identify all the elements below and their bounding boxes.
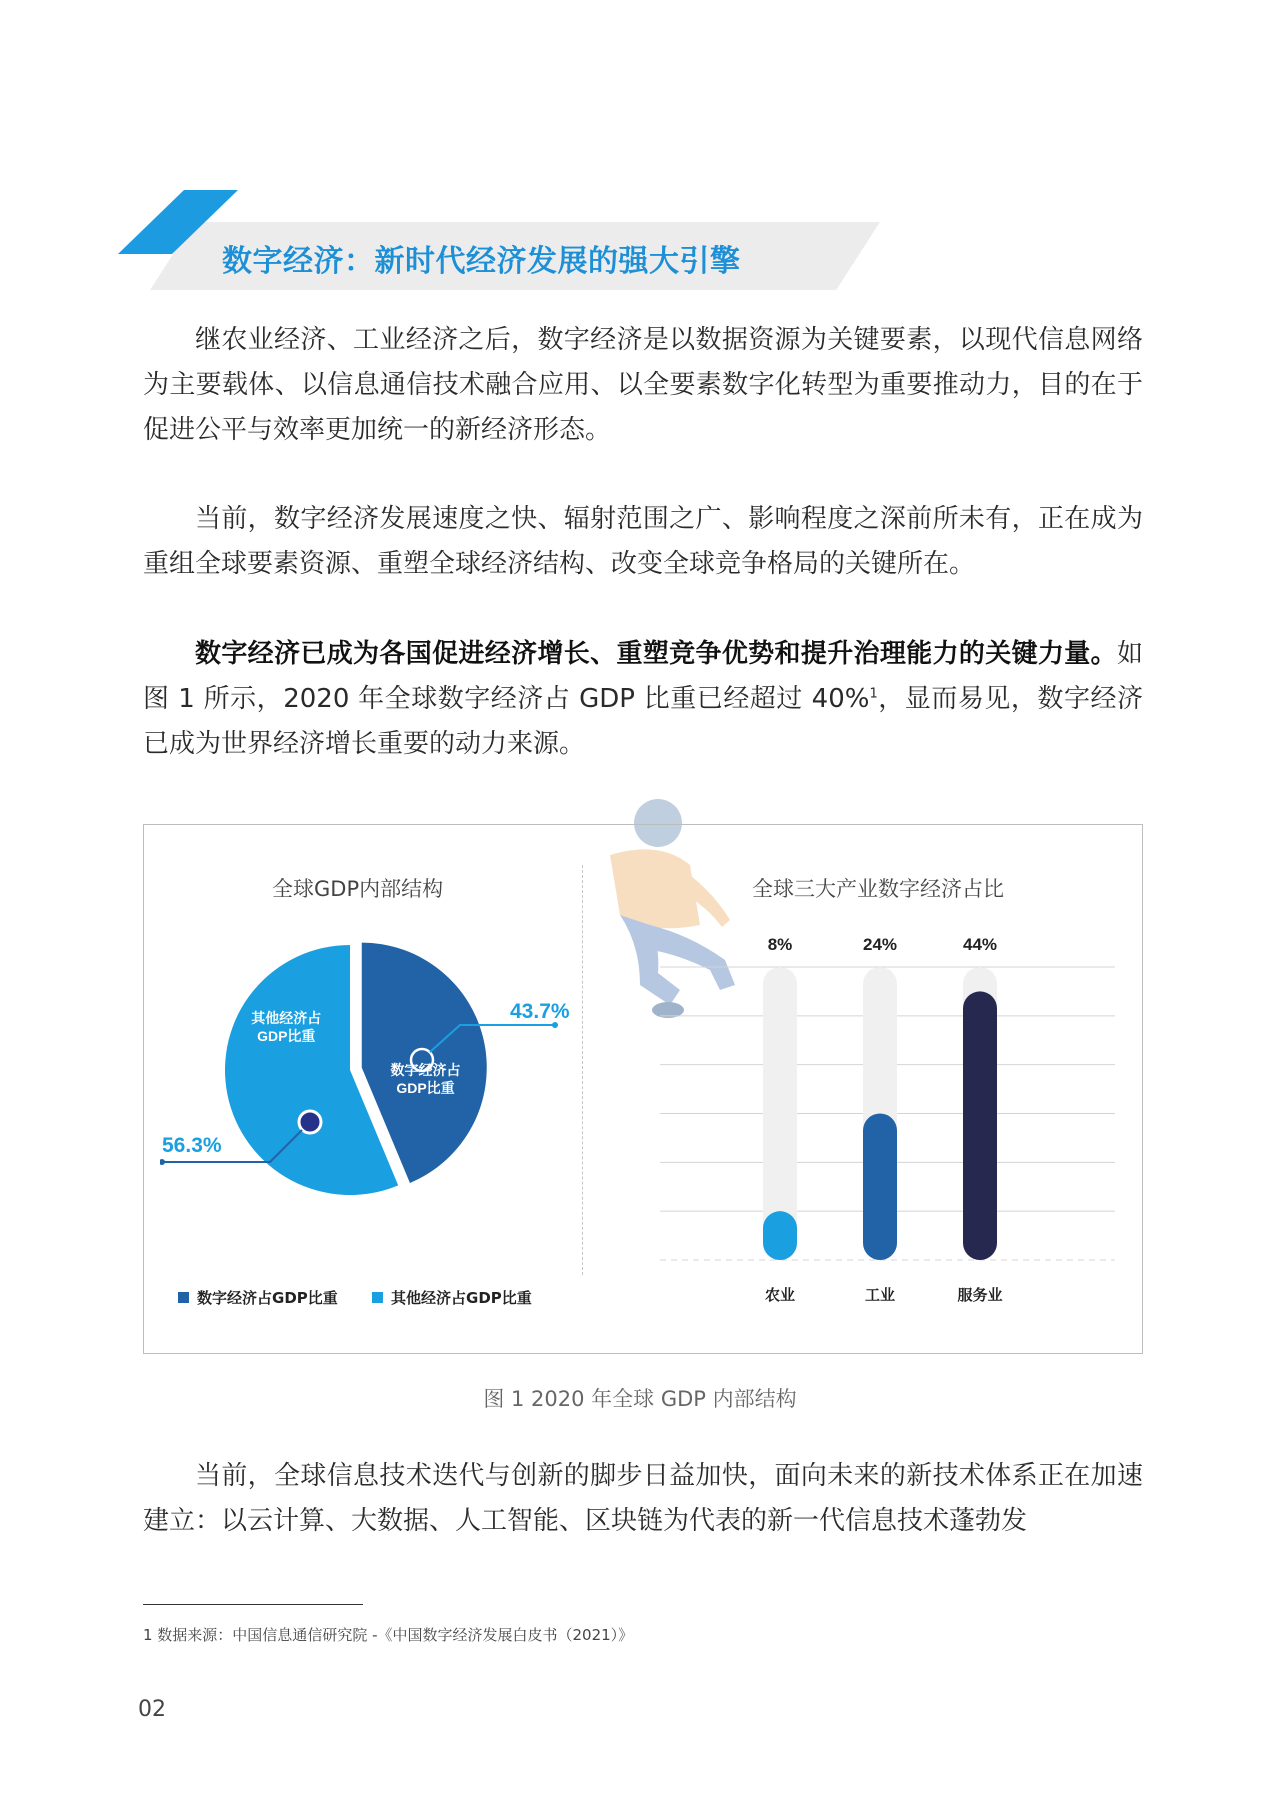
legend-label-digital: 数字经济占GDP比重: [197, 1289, 338, 1307]
legend-label-other: 其他经济占GDP比重: [391, 1289, 532, 1307]
bar-category-label-2: 服务业: [957, 1287, 1003, 1304]
pie-chart-title: 全球GDP内部结构: [272, 877, 444, 901]
bar-chart: [640, 920, 1140, 1320]
section-heading: 数字经济：新时代经济发展的强大引擎: [222, 244, 741, 279]
bar-category-label-0: 农业: [764, 1287, 796, 1304]
bar-value-label-0: 8%: [767, 935, 793, 954]
paragraph-3-text-a: 如图 1 所示，2020 年全球数字经济占 GDP 比重已经超过 40%: [143, 639, 1143, 714]
legend-swatch-digital: [178, 1292, 189, 1303]
pie-value-label-1: 56.3%: [162, 1134, 222, 1157]
legend-digital: [178, 1287, 338, 1308]
pie-inner-label-0: 数字经济占 GDP比重: [390, 1061, 461, 1096]
pie-value-label-0: 43.7%: [510, 1000, 570, 1023]
paragraph-3-emphasis: 数字经济已成为各国促进经济增长、重塑竞争优势和提升治理能力的关键力量。: [195, 639, 1117, 669]
paragraph-4: 当前，全球信息技术迭代与创新的脚步日益加快，面向未来的新技术体系正在加速建立：以云计算、大数据、人工智能、区块链为代表的新一代信息技术蓬勃发: [143, 1461, 1143, 1536]
legend-other: [372, 1287, 532, 1308]
pie-chart: [160, 930, 580, 1220]
footnote: 1 数据来源：中国信息通信研究院 -《中国数字经济发展白皮书（2021）》: [143, 1626, 634, 1644]
bar-1: [863, 1114, 897, 1261]
bar-chart-title: 全球三大产业数字经济占比: [752, 877, 1004, 901]
pie-marker-1: [299, 1111, 321, 1133]
figure-caption: 图 1 2020 年全球 GDP 内部结构: [483, 1387, 797, 1411]
paragraph-3-text-b: ，显而易见，数字经济已成为世界经济增长重要的动力来源。: [143, 684, 1143, 759]
figure-divider: [582, 865, 583, 1275]
legend-swatch-other: [372, 1292, 383, 1303]
bar-value-label-2: 44%: [962, 935, 998, 954]
pie-leader-end-1: [160, 1159, 165, 1165]
footnote-ref[interactable]: 1: [869, 686, 878, 702]
paragraph-1: 继农业经济、工业经济之后，数字经济是以数据资源为关键要素，以现代信息网络为主要载体、以信息通信技术融合应用、以全要素数字化转型为重要推动力，目的在于促进公平与效率更加统一的新经济形态。: [143, 325, 1143, 445]
bar-2: [963, 991, 997, 1260]
pie-inner-label-1: 其他经济占 GDP比重: [251, 1009, 322, 1044]
page-number: 02: [138, 1697, 166, 1722]
paragraph-3: [143, 632, 1143, 767]
bar-0: [763, 1211, 797, 1260]
footnote-rule: [143, 1604, 363, 1605]
bar-value-label-1: 24%: [862, 935, 898, 954]
bar-category-label-1: 工业: [864, 1287, 896, 1304]
paragraph-2: 当前，数字经济发展速度之快、辐射范围之广、影响程度之深前所未有，正在成为重组全球要素资源、重塑全球经济结构、改变全球竞争格局的关键所在。: [143, 504, 1143, 579]
